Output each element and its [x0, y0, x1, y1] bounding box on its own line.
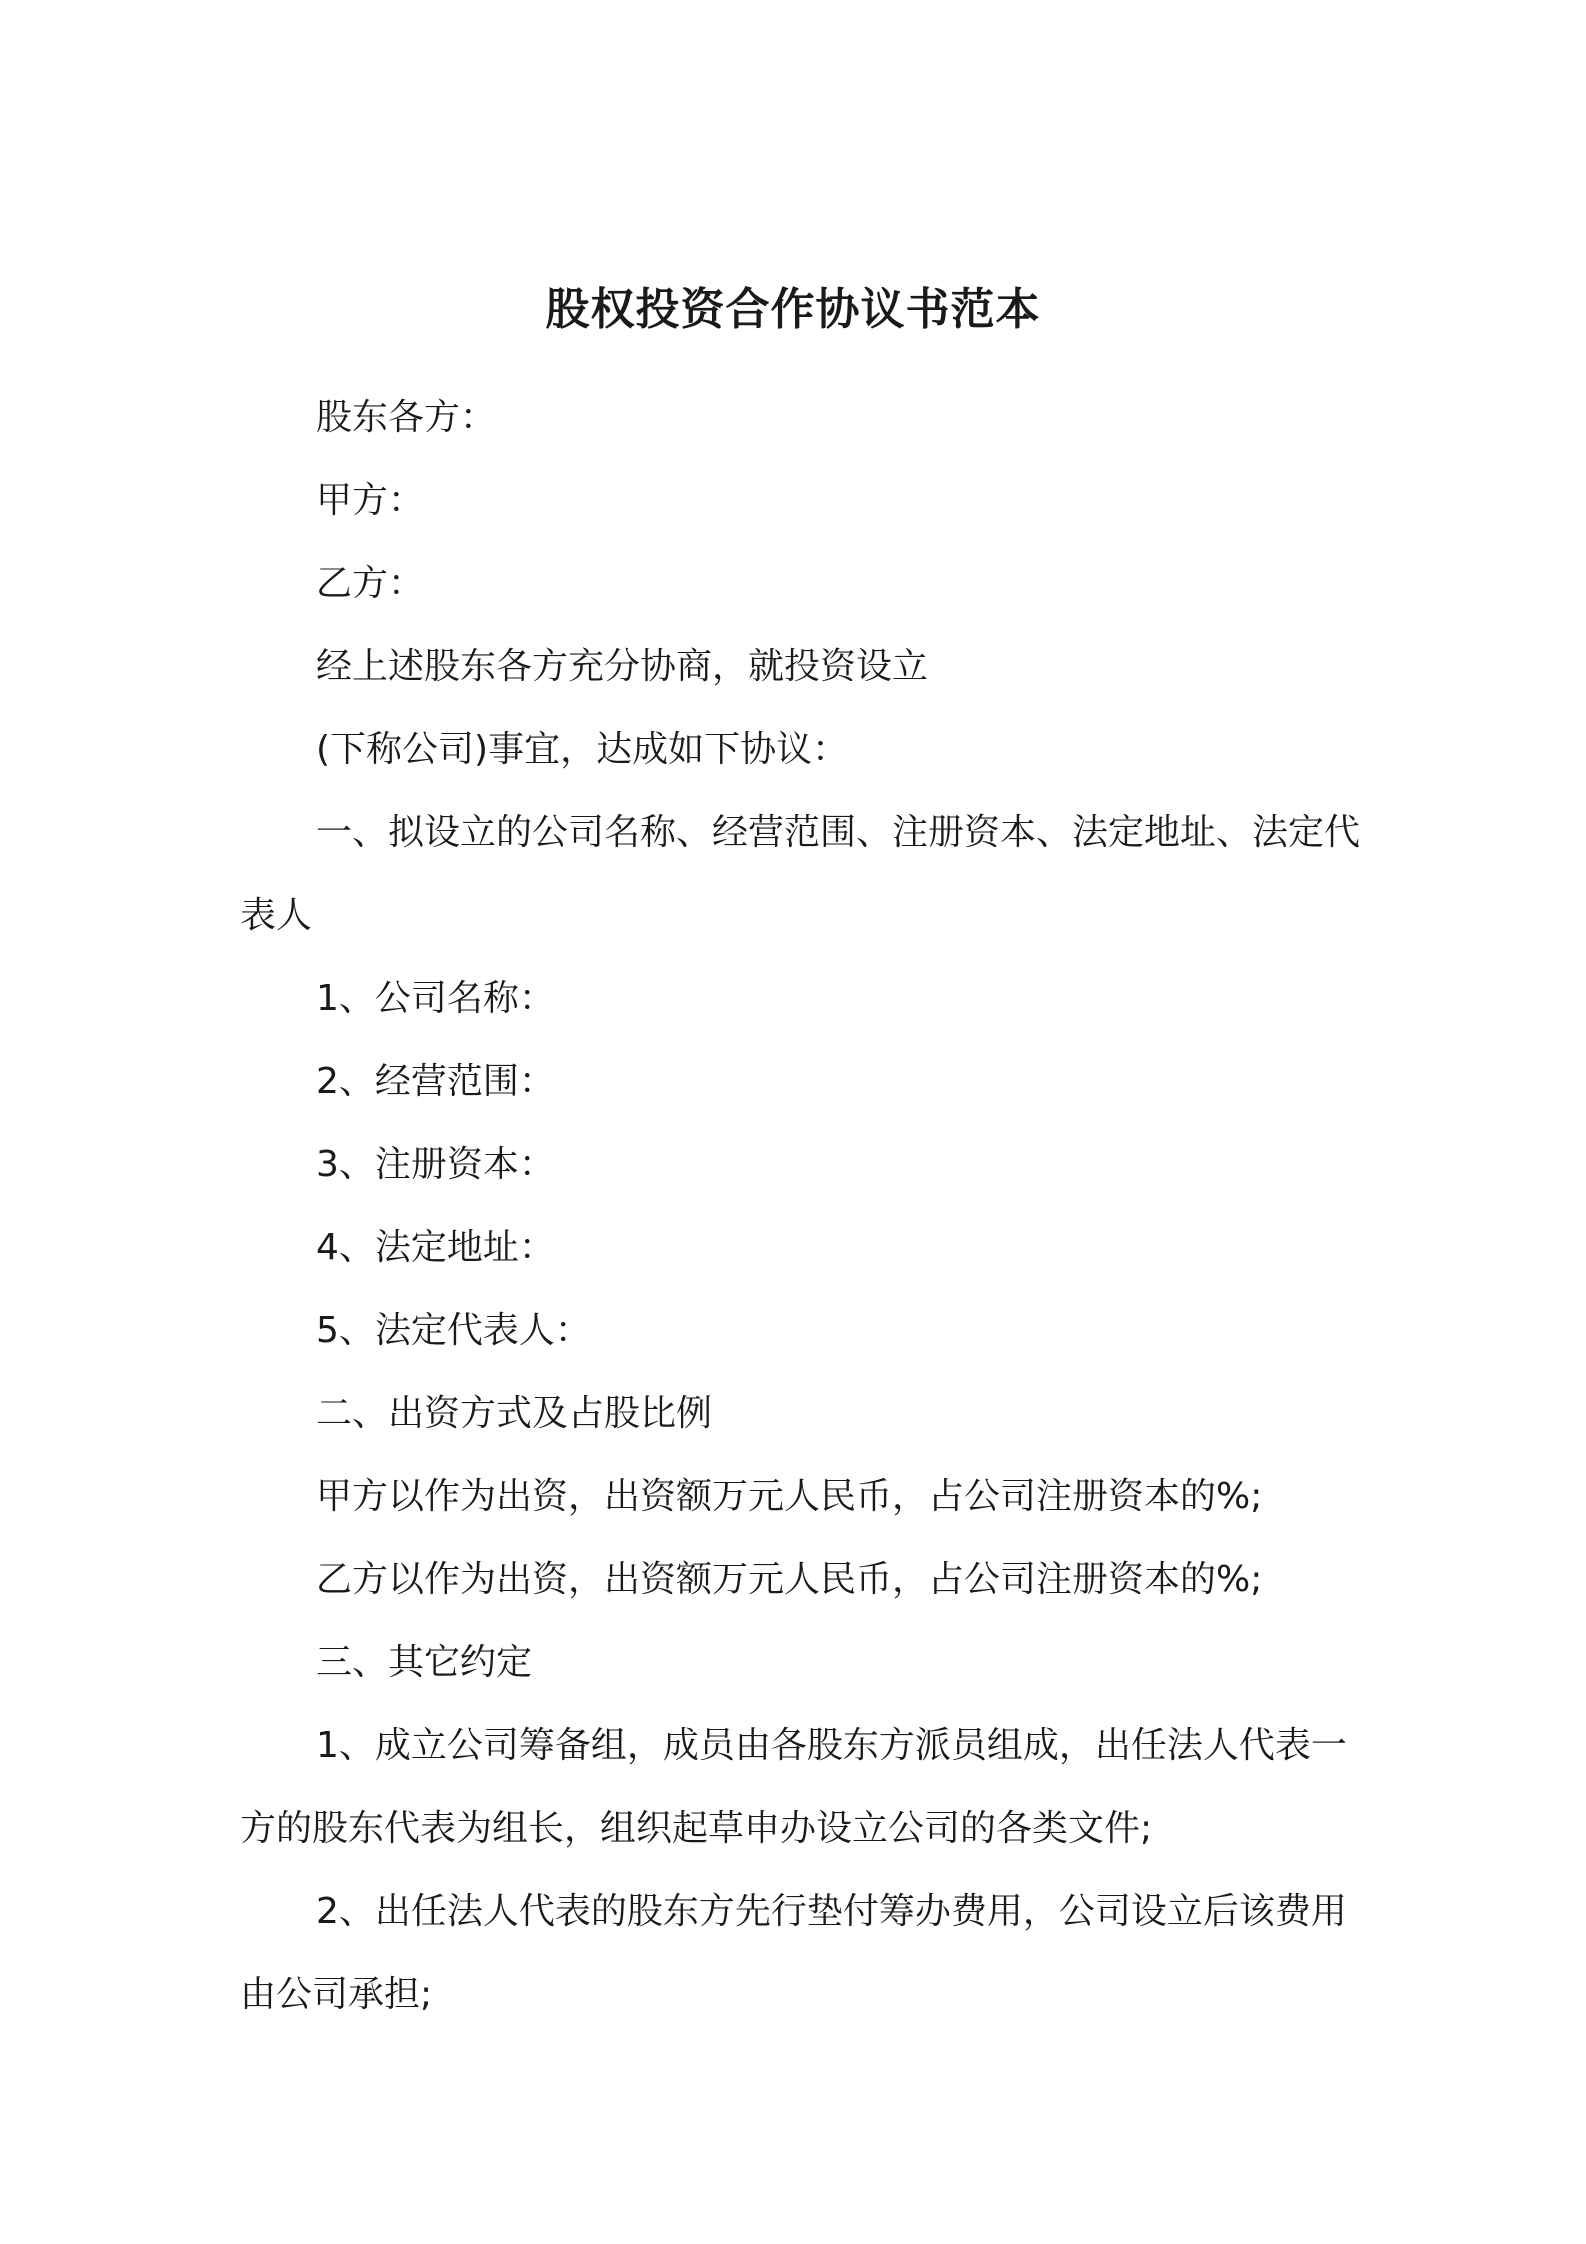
paragraph-party-b: 乙方：	[316, 563, 425, 604]
section-heading-2: 二、出资方式及占股比例	[316, 1393, 713, 1434]
document-title: 股权投资合作协议书范本	[545, 284, 1041, 335]
paragraph-party-a: 甲方：	[316, 480, 425, 521]
paragraph-preamble: 经上述股东各方充分协商，就投资设立	[316, 646, 929, 687]
paragraph-shareholders: 股东各方：	[316, 397, 497, 438]
item-legal-representative: 5、法定代表人：	[316, 1310, 591, 1351]
paragraph-party-a-contribution: 甲方以作为出资，出资额万元人民币，占公司注册资本的%;	[316, 1476, 1263, 1517]
paragraph-preparation-costs: 2、出任法人代表的股东方先行垫付筹办费用，公司设立后该费用由公司承担;	[240, 1891, 1347, 2015]
section-heading-1: 一、拟设立的公司名称、经营范围、注册资本、法定地址、法定代表人	[240, 812, 1361, 936]
paragraph-party-b-contribution: 乙方以作为出资，出资额万元人民币，占公司注册资本的%;	[316, 1559, 1263, 1600]
section-heading-3: 三、其它约定	[316, 1642, 533, 1683]
item-company-name: 1、公司名称：	[316, 978, 555, 1019]
document-body	[240, 376, 1360, 2036]
paragraph-agreement-intro: (下称公司)事宜，达成如下协议：	[316, 729, 849, 770]
item-legal-address: 4、法定地址：	[316, 1227, 555, 1268]
paragraph-preparation-group: 1、成立公司筹备组，成员由各股东方派员组成，出任法人代表一方的股东代表为组长，组织起草申办设立公司的各类文件;	[240, 1725, 1347, 1849]
item-registered-capital: 3、注册资本：	[316, 1144, 555, 1185]
item-business-scope: 2、经营范围：	[316, 1061, 555, 1102]
